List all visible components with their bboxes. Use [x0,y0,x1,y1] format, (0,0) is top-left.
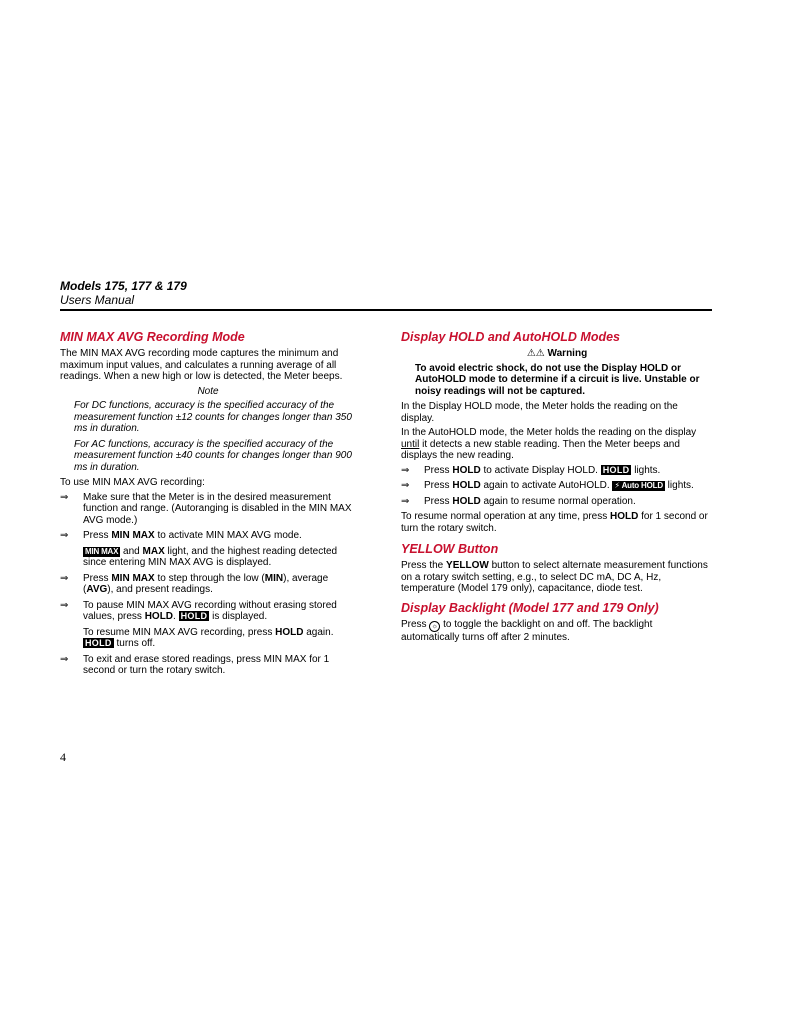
arrow-icon: ⇒ [60,530,69,541]
step-text: Make sure that the Meter is in the desired measurement function and range. (Autoranging is disabled in the MIN MAX AVG mode.) [83,491,352,526]
step-item [60,492,356,527]
autohold-text: In the AutoHOLD mode, the Meter holds the reading on the display until it detects a new stable reading. Then the Meter beeps and displays the new reading. [401,427,697,461]
step-detail: MIN MAX and MAX light, and the highest reading detected since entering MIN MAX AVG is displayed. [83,545,338,568]
backlight-heading: Display Backlight (Model 177 and 179 Only) [401,600,659,615]
arrow-icon: ⇒ [60,572,69,584]
lcd-hold-indicator: HOLD [180,611,208,621]
left-column [60,330,356,681]
min-max-avg-heading: MIN MAX AVG Recording Mode [60,330,245,344]
step-item: ⇒ Press HOLD again to resume normal operation. [401,495,636,507]
note-title: Note [197,385,219,397]
resume-text: To resume normal operation at any time, press HOLD for 1 second or turn the rotary switch. [401,511,708,534]
backlight-icon: ☼ [429,621,440,632]
models-title: Models 175, 177 & 179 [60,279,187,293]
step-item: ⇒ Press MIN MAX to activate MIN MAX AVG mode. [60,530,302,541]
manual-subtitle: Users Manual [60,293,135,307]
arrow-icon: ⇒ [401,464,410,476]
step-item: ⇒ To pause MIN MAX AVG recording without erasing stored values, press HOLD. HOLD is displayed. [60,599,337,622]
warning-heading: ⚠⚠ Warning [526,348,588,359]
step-item: ⇒ Press MIN MAX to step through the low (MIN), average (AVG), and present readings. [60,572,329,595]
step-item: ⇒ Press HOLD to activate Display HOLD. HOLD lights. [401,464,661,476]
lcd-minmax-indicator: MIN MAX [85,546,119,556]
step-item: ⇒ Press HOLD again to activate AutoHOLD. ⚡ Auto HOLD lights. [401,480,694,491]
backlight-text: Press ☼ to toggle the backlight on and off. The backlight automatically turns off after 2 minutes. [401,618,653,643]
step-item: ⇒ To exit and erase stored readings, press MIN MAX for 1 second or turn the rotary switch. [60,653,330,676]
header-rule [60,309,712,311]
arrow-icon: ⇒ [60,491,69,503]
arrow-icon: ⇒ [401,495,410,507]
step-detail: To resume MIN MAX AVG recording, press HOLD again. HOLD turns off. [83,626,334,649]
yellow-text: Press the YELLOW button to select alternate measurement functions on a rotary switch setting, e.g., to select DC mA, DC A, Hz, temperature (Model 179 only), capacitance, diode test. [401,560,708,594]
yellow-button-heading: YELLOW Button [401,542,499,556]
arrow-icon: ⇒ [401,480,410,491]
page-header [60,279,712,307]
lcd-hold-indicator: HOLD [602,464,630,475]
note-dc: For DC functions, accuracy is the specified accuracy of the measurement function ±12 counts for changes longer than 350 ms in duration. [74,400,352,434]
lcd-autohold-indicator: ⚡ Auto HOLD [614,481,663,490]
warning-text: To avoid electric shock, do not use the Display HOLD or AutoHOLD mode to determine if a circuit is live. Unstable or noisy readings will not be captured. [415,362,700,397]
arrow-icon: ⇒ [60,653,69,665]
lcd-hold-indicator: HOLD [85,638,112,648]
key-label: MIN MAX [111,530,155,541]
hold-heading: Display HOLD and AutoHOLD Modes [401,330,620,344]
display-hold-text: In the Display HOLD mode, the Meter holds the reading on the display. [401,401,678,424]
to-use-text: To use MIN MAX AVG recording: [60,477,205,488]
arrow-icon: ⇒ [60,599,69,611]
right-column [401,330,713,646]
page-number: 4 [60,750,66,764]
note-ac: For AC functions, accuracy is the specified accuracy of the measurement function ±40 counts for changes longer than 900 ms in duration. [74,438,352,473]
warning-icon: ⚠⚠ [526,348,545,359]
min-max-intro: The MIN MAX AVG recording mode captures the minimum and maximum input values, and calculates a running average of all readings. When a new high or low is detected, the Meter beeps. [60,348,343,382]
